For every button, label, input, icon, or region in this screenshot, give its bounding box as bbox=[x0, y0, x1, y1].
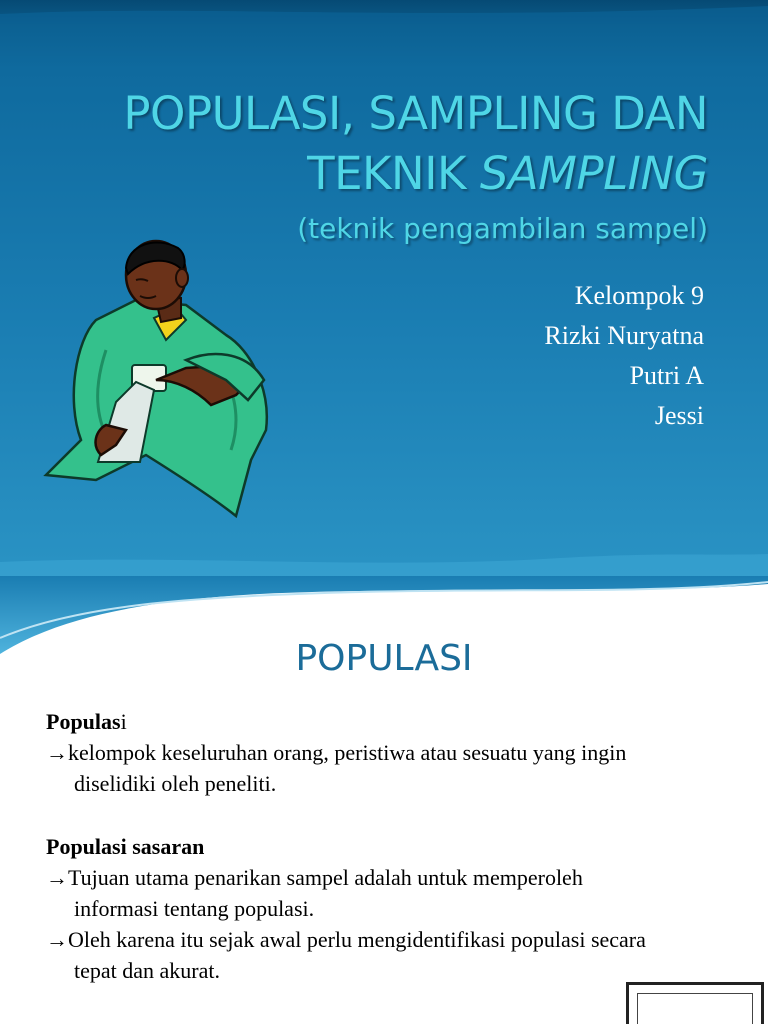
slide-title bbox=[28, 84, 708, 204]
member-line: Putri A bbox=[629, 361, 704, 390]
section-heading bbox=[46, 831, 646, 862]
bullet-item bbox=[46, 924, 646, 986]
slide-subtitle: (teknik pengambilan sampel) bbox=[297, 212, 708, 245]
heading-text: Populas bbox=[46, 709, 121, 734]
slide-title: POPULASI bbox=[295, 638, 473, 679]
member-line: Jessi bbox=[654, 401, 704, 430]
bullet-text: Oleh karena itu sejak awal perlu mengidentifikasi populasi secara tepat dan akurat. bbox=[68, 927, 646, 983]
section-heading bbox=[46, 706, 646, 737]
bullet-text: Tujuan utama penarikan sampel adalah untuk memperoleh informasi tentang populasi. bbox=[68, 865, 583, 921]
title-teknik: TEKNIK bbox=[307, 147, 480, 200]
bottom-wave-decor bbox=[0, 536, 768, 576]
top-decor-band bbox=[0, 0, 768, 24]
arrow-icon: → bbox=[46, 740, 68, 765]
bullet-item bbox=[46, 737, 646, 799]
title-line-1: POPULASI, SAMPLING DAN bbox=[123, 87, 708, 140]
heading-text: Populasi sasaran bbox=[46, 834, 205, 859]
arrow-icon: → bbox=[46, 927, 68, 952]
group-members bbox=[404, 276, 704, 436]
member-line: Rizki Nuryatna bbox=[544, 321, 704, 350]
heading-suffix: i bbox=[120, 709, 127, 734]
arrow-icon: → bbox=[46, 865, 68, 890]
populasi-slide bbox=[0, 576, 768, 1024]
picture-frame-fragment bbox=[626, 982, 764, 1024]
scientist-with-flask-icon bbox=[36, 230, 276, 520]
title-sampling-italic: SAMPLING bbox=[479, 147, 708, 200]
bullet-item bbox=[46, 862, 646, 924]
slide-body bbox=[46, 706, 646, 986]
member-line: Kelompok 9 bbox=[574, 281, 704, 310]
bullet-text: kelompok keseluruhan orang, peristiwa atau sesuatu yang ingin diselidiki oleh peneliti. bbox=[68, 740, 627, 796]
title-line-2 bbox=[28, 144, 708, 204]
